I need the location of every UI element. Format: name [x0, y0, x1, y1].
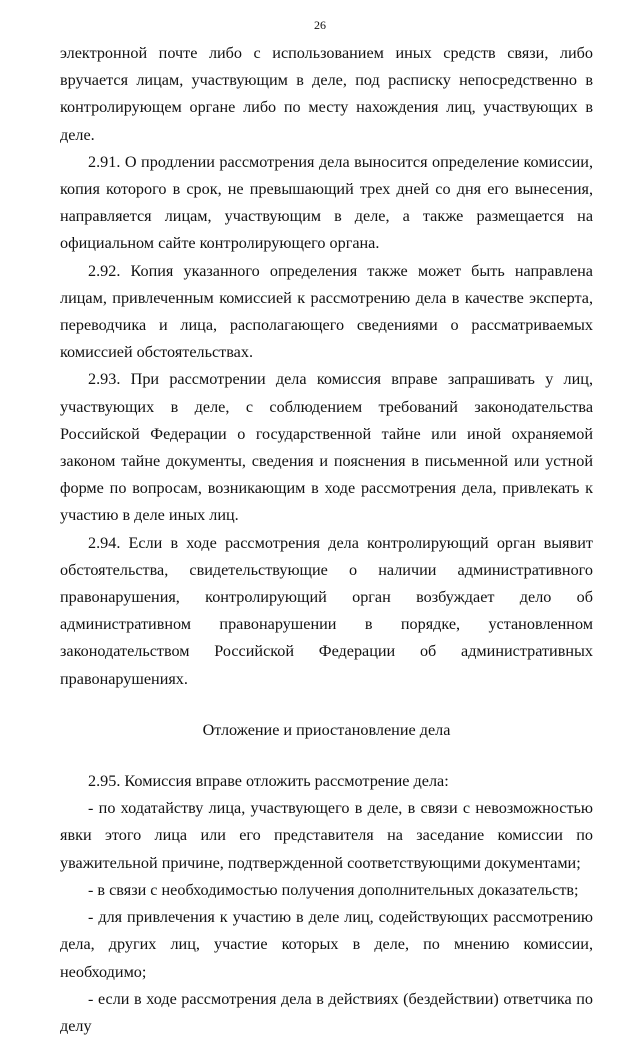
page-number: 26 — [314, 18, 326, 32]
paragraph-2-94: 2.94. Если в ходе рассмотрения дела контролирующий орган выявит обстоятельства, свидетельствующие о наличии административного правонарушения, контролирующий орган возбуждает дело об административном правонарушении в порядке, установленном законодательством Российской Федерации об административных правонарушениях. — [60, 533, 593, 688]
document-body — [60, 40, 593, 1040]
paragraph-2-93: 2.93. При рассмотрении дела комиссия вправе запрашивать у лиц, участвующих в деле, с соблюдением требований законодательства Российской Федерации о государственной тайне или иной охраняемой законом тайне документы, сведения и пояснения в письменной или устной форме по вопросам, возникающим в ходе рассмотрения дела, привлекать к участию в деле иных лиц. — [60, 370, 593, 525]
section-heading: Отложение и приостановление дела — [202, 720, 451, 739]
paragraph-continuation: электронной почте либо с использованием иных средств связи, либо вручается лицам, участвующим в деле, под расписку непосредственно в контролирующем органе либо по месту нахождения лиц, участвующих в деле. — [60, 44, 593, 144]
paragraph-2-91: 2.91. О продлении рассмотрения дела выносится определение комиссии, копия которого в срок, не превышающий трех дней со дня его вынесения, направляется лицам, участвующим в деле, а также размещается на официальном сайте контролирующего органа. — [60, 152, 593, 253]
list-item: - если в ходе рассмотрения дела в действиях (бездействии) ответчика по делу — [60, 989, 593, 1035]
paragraph-2-92: 2.92. Копия указанного определения также может быть направлена лицам, привлеченным комиссией к рассмотрению дела в качестве эксперта, переводчика и лица, располагающего сведениями о рассматриваемых комиссией обстоятельствах. — [60, 261, 593, 362]
paragraph-2-95: 2.95. Комиссия вправе отложить рассмотрение дела: — [88, 772, 449, 791]
list-item: - для привлечения к участию в деле лиц, содействующих рассмотрению дела, других лиц, участие которых в деле, по мнению комиссии, необходимо; — [60, 908, 593, 981]
list-item: - по ходатайству лица, участвующего в деле, в связи с невозможностью явки этого лица или его представителя на заседание комиссии по уважительной причине, подтвержденной соответствующими документами; — [60, 799, 593, 872]
list-item: - в связи с необходимостью получения дополнительных доказательств; — [88, 880, 579, 899]
